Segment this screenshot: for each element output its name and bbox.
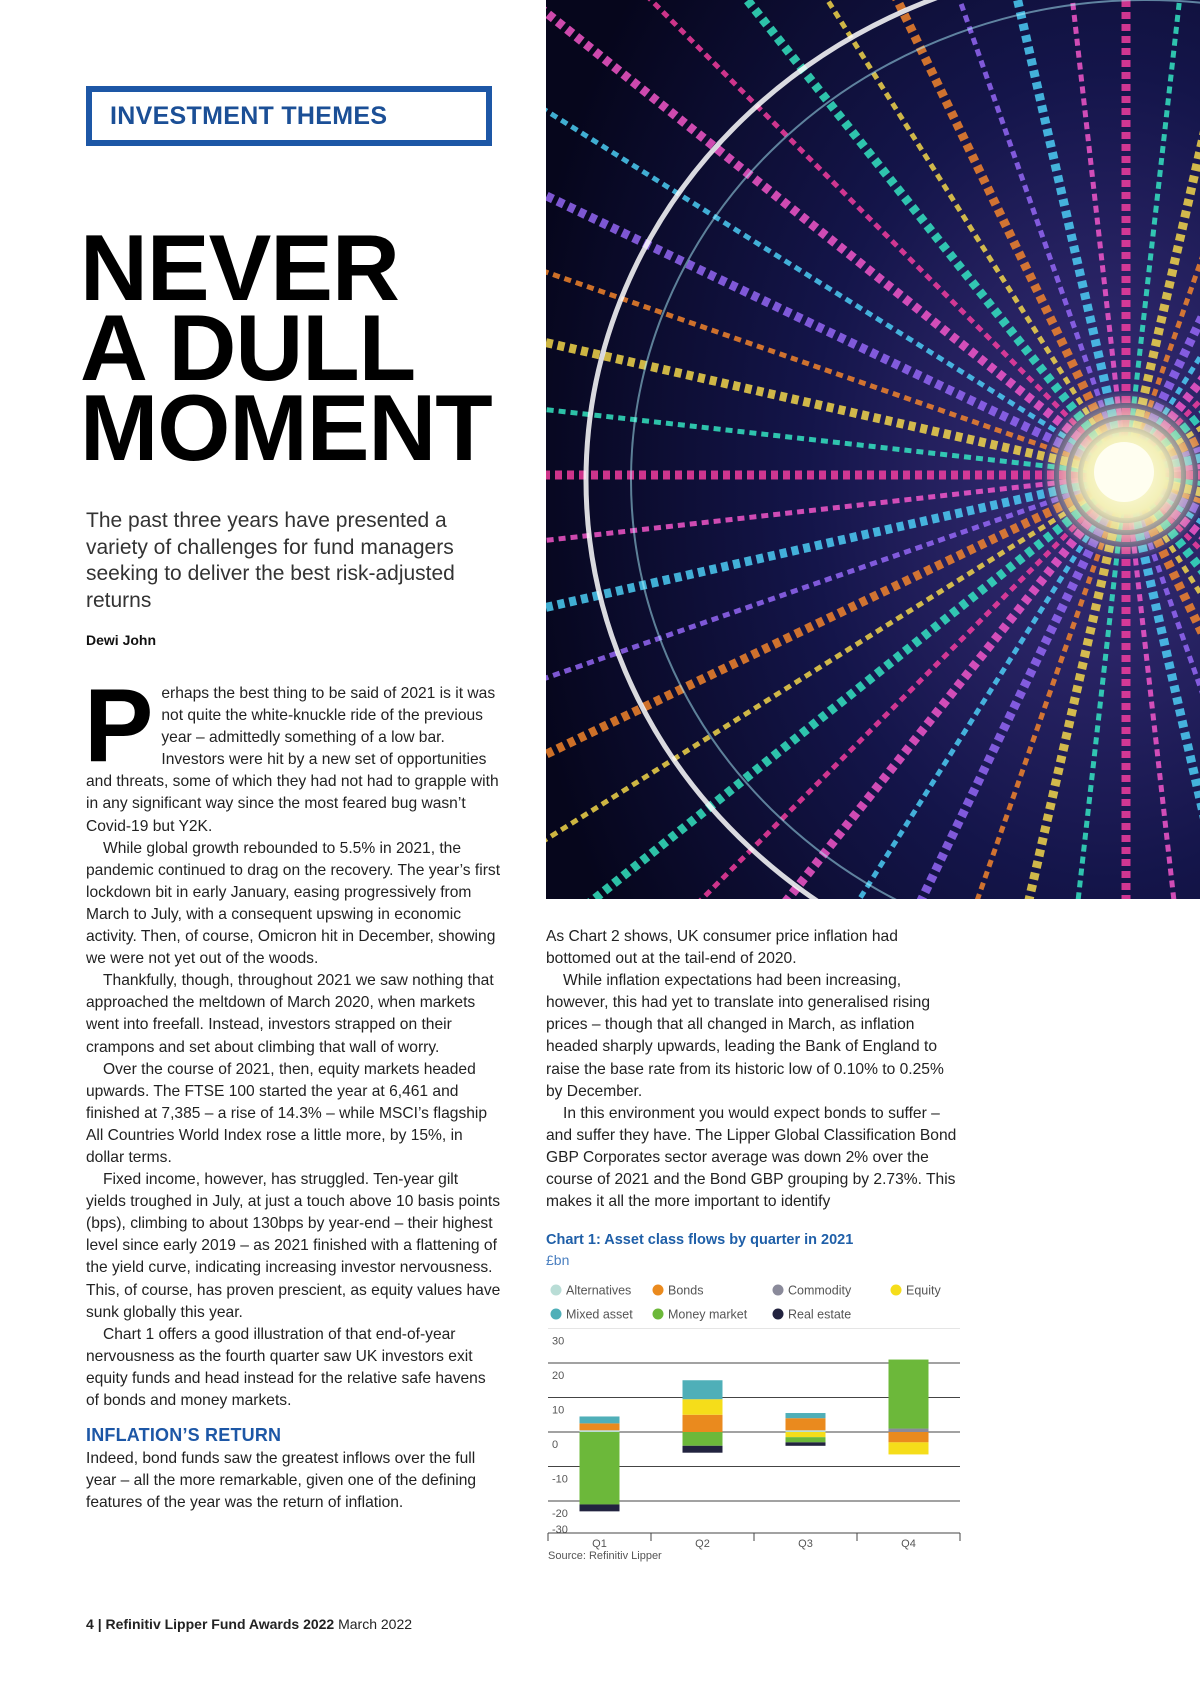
headline-line-1: NEVER [80,215,399,320]
bar-segment [580,1430,620,1432]
bar-segment [683,1399,723,1415]
y-tick-label: 10 [552,1404,565,1417]
page-footer [86,1616,412,1632]
bar-segment [889,1442,929,1454]
paragraph-2: While global growth rebounded to 5.5% in 2021, the pandemic continued to drag on the recovery. The year’s first lockdown bit in early January, easing progressively from March to July, with a consequent upswing in economic activity. Then, of course, Omicron hit in December, showing we were not yet out of the woods. [86,839,501,968]
bar-segment [889,1432,929,1442]
page-number: 4 [86,1616,94,1632]
ferris-wheel-photo [546,0,1200,899]
publication-name: Refinitiv Lipper Fund Awards 2022 [105,1616,335,1632]
y-tick-label: 30 [552,1335,565,1348]
legend-label: Bonds [668,1283,704,1298]
legend-label: Commodity [788,1283,852,1298]
y-tick-label: 20 [552,1370,565,1382]
paragraph-9: While inflation expectations had been increasing, however, this had yet to translate into generalised rising prices – though that all changed in March, as inflation headed sharply upwards, leading the Bank of England to raise the base rate from its historic low of 0.10% to 0.25% by December. [546,972,944,1100]
legend-marker [653,1309,664,1320]
bar-segment [786,1430,826,1432]
subheading: INFLATION’S RETURN [86,1425,282,1446]
x-tick-label: Q3 [798,1538,813,1550]
headline [80,215,492,480]
bar-segment [683,1446,723,1453]
paragraph-4: Over the course of 2021, then, equity markets headed upwards. The FTSE 100 started the year at 6,461 and finished at 7,385 – a rise of 14.3% – while MSCI’s flagship All Countries World Index rose a little more, by 15%, in dollar terms. [86,1060,488,1166]
bar-segment [580,1416,620,1423]
paragraph-1: erhaps the best thing to be said of 2021 is it was not quite the white-knuckle ride of the previous year – admittedly something of a low bar. Investors were hit by a new set of opportunities and threats, some of which they had not had to grapple with in any significant way since the most feared bug wasn’t Covid-19 but Y2K. [86,685,499,835]
y-tick-label: -10 [552,1473,568,1486]
standfirst: The past three years have presented a variety of challenges for fund managers seeking to deliver the best risk-adjusted returns [86,509,455,612]
x-tick-label: Q1 [592,1538,607,1550]
bar-segment [786,1432,826,1437]
y-tick-label: -20 [552,1508,568,1520]
paragraph-10: In this environment you would expect bonds to suffer – and suffer they have. The Lipper Global Classification Bond GBP Corporates sector average was down 2% over the course of 2021 and the Bond GBP grouping by 2.73%. This makes it all the more important to identify [546,1104,957,1211]
x-tick-label: Q4 [901,1538,916,1550]
legend-marker [773,1309,784,1320]
bar-segment [786,1442,826,1445]
article-column-1 [84,668,502,1514]
asset-flows-chart [546,1278,966,1578]
paragraph-7: Indeed, bond funds saw the greatest inflows over the full year – all the more remarkable, given one of the defining features of the year was the return of inflation. [86,1450,477,1512]
legend-marker [551,1285,562,1296]
article-column-2 [546,926,962,1213]
x-tick-label: Q2 [695,1538,710,1550]
bar-segment [683,1380,723,1399]
bar-segment [786,1437,826,1442]
headline-line-2: A DULL [80,295,416,400]
legend-label: Money market [668,1307,748,1322]
bar-segment [683,1415,723,1432]
legend-marker [773,1285,784,1296]
headline-line-3: MOMENT [80,375,492,480]
legend-marker [653,1285,664,1296]
paragraph-6: Chart 1 offers a good illustration of that end-of-year nervousness as the fourth quarter saw UK investors exit equity funds and head instead for the relative safe havens of bonds and money markets. [86,1325,486,1409]
legend-label: Alternatives [566,1283,632,1298]
drop-cap: P [84,668,154,784]
publication-date: March 2022 [338,1616,413,1632]
section-label-box [86,86,492,146]
paragraph-3: Thankfully, though, throughout 2021 we saw nothing that approached the meltdown of March 2020, when markets went into freefall. Instead, investors strapped on their crampons and set about climbing that wall of worry. [86,972,494,1056]
bar-segment [786,1413,826,1418]
legend-label: Real estate [788,1307,852,1322]
bar-segment [580,1432,620,1504]
section-label: INVESTMENT THEMES [110,101,388,130]
bar-segment [580,1504,620,1511]
paragraph-8: As Chart 2 shows, UK consumer price inflation had bottomed out at the tail-end of 2020. [546,928,898,968]
y-tick-label: -30 [552,1524,568,1536]
bar-segment [683,1432,723,1446]
chart-unit: £bn [546,1252,570,1268]
byline: Dewi John [86,632,157,648]
legend-label: Mixed asset [566,1307,633,1322]
bar-segment [580,1423,620,1430]
paragraph-5: Fixed income, however, has struggled. Ten-year gilt yields troughed in July, at just a touch above 10 basis points (bps), climbing to about 130bps by year-end – their highest level since early 2019 – as 2021 finished with a flattening of the yield curve, indicating increasing investor nervousness. This, of course, has proven prescient, as equity values have sunk globally this year. [86,1171,501,1321]
legend-label: Equity [906,1283,941,1298]
chart-source: Source: Refinitiv Lipper [548,1550,662,1562]
legend-marker [891,1285,902,1296]
legend-marker [551,1309,562,1320]
bar-segment [889,1360,929,1429]
bar-segment [786,1418,826,1430]
footer-separator: | [97,1616,102,1632]
bar-segment [889,1429,929,1432]
y-tick-label: 0 [552,1439,559,1451]
chart-title: Chart 1: Asset class flows by quarter in 2021 [546,1232,854,1248]
